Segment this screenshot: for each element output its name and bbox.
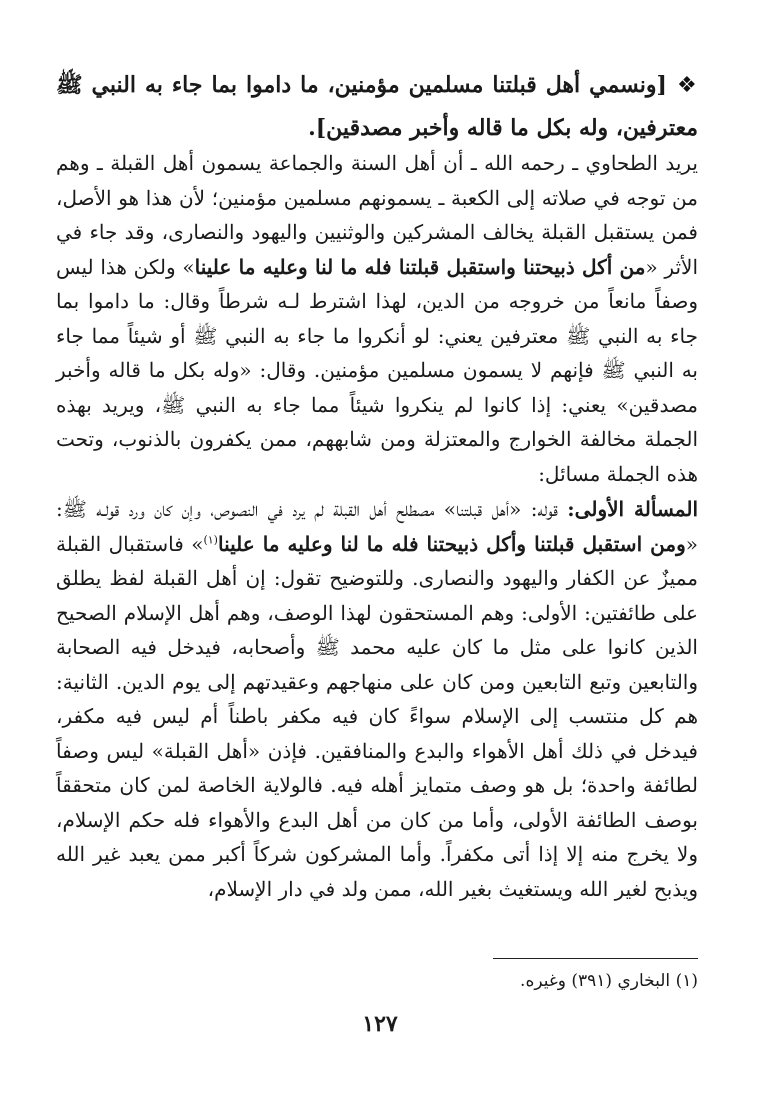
footnote — [520, 966, 698, 996]
issue-one-text-part2: » فاستقبال القبلة مميزٌ عن الكفار واليهود والنصارى. وللتوضيح تقول: إن أهل القبلة لفظ يطلق على طائفتين: الأولى: وهم المستحقون لهذا الوصف، وهم أهل الإسلام الصحيح الذين كانوا على مثل ما كان عليه محمد ﷺ وأصحابه، فيدخل فيه الصحابة والتابعين وتبع التابعين ومن كان على منهاجهم وعقيدتهم إلى يوم الدين. الثانية: هم كل منتسب إلى الإسلام سواءً كان فيه مكفر باطناً أم ليس فيه مكفر، فيدخل في ذلك أهل الأهواء والبدع والمنافقين. فإذن «أهل القبلة» ليس وصفاً لطائفة واحدة؛ بل هو وصف متمايز أهله فيه. فالولاية الخاصة لمن كان متحققاً بوصف الطائفة الأولى، وأما من كان من أهل البدع والأهواء فله حكم الإسلام، ولا يخرج منه إلا إذا أتى مكفراً. وأما المشركون شركاً أكبر ممن يعبد غير الله ويذبح لغير الله ويستغيث بغير الله، ممن ولد في دار الإسلام، — [56, 531, 698, 901]
section-heading — [56, 64, 698, 149]
issue-one-hadith: ومن استقبل قبلتنا وأكل ذبيحتنا فله ما لنا وعليه ما علينا — [217, 531, 686, 556]
diamond-bullet-icon: ❖ — [676, 73, 698, 98]
issue-one-paragraph — [56, 492, 698, 906]
footnote-divider — [493, 958, 698, 959]
intro-text-part2: » ولكن هذا ليس وصفاً مانعاً من خروجه من الدين، لهذا اشترط لـه شرطاً وقال: ما داموا بما جاء به النبي ﷺ معترفين يعني: لو أنكروا ما جاء به النبي ﷺ أو شيئاً مما جاء به النبي ﷺ فإنهم لا يسمون مسلمين مؤمنين. وقال: «وله بكل ما قاله وأخبر مصدقين» يعني: إذا كانوا لم ينكروا شيئاً مما جاء به النبي ﷺ، ويريد بهذه الجملة مخالفة الخوارج والمعتزلة ومن شابههم، ممن يكفرون بالذنوب، وتحت هذه الجملة مسائل: — [56, 254, 698, 486]
footnote-number: (١) — [675, 971, 698, 991]
intro-hadith: من أكل ذبيحتنا واستقبل قبلتنا فله ما لنا وعليه ما علينا — [194, 254, 646, 279]
page-number: ١٢٧ — [362, 1011, 398, 1037]
heading-text: [ونسمي أهل قبلتنا مسلمين مؤمنين، ما داموا بما جاء به النبي ﷺ معترفين، وله بكل ما قاله وأخبر مصدقين]. — [56, 72, 698, 141]
intro-paragraph — [56, 146, 698, 491]
issue-one-title: المسألة الأولى: — [567, 497, 698, 521]
footnote-text: البخاري (٣٩١) وغيره. — [520, 971, 671, 991]
intro-text-part1: يريد الطحاوي ـ رحمه الله ـ أن أهل السنة والجماعة يسمون أهل القبلة ـ وهم من توجه في صلاته إلى الكعبة ـ يسمونهم مسلمين مؤمنين؛ لأن هذا هو الأصل، فمن يستقبل القبلة يخالف المشركين والوثنيين واليهود والنصارى، وقد جاء في الأثر « — [56, 151, 698, 279]
issue-one-text-part1: قوله: «أهل قبلتنا» مصطلح أهل القبلة لم يرد في النصوص، وإن كان ورد قولـه ﷺ: « — [56, 497, 698, 556]
footnote-reference: (١) — [203, 532, 218, 546]
